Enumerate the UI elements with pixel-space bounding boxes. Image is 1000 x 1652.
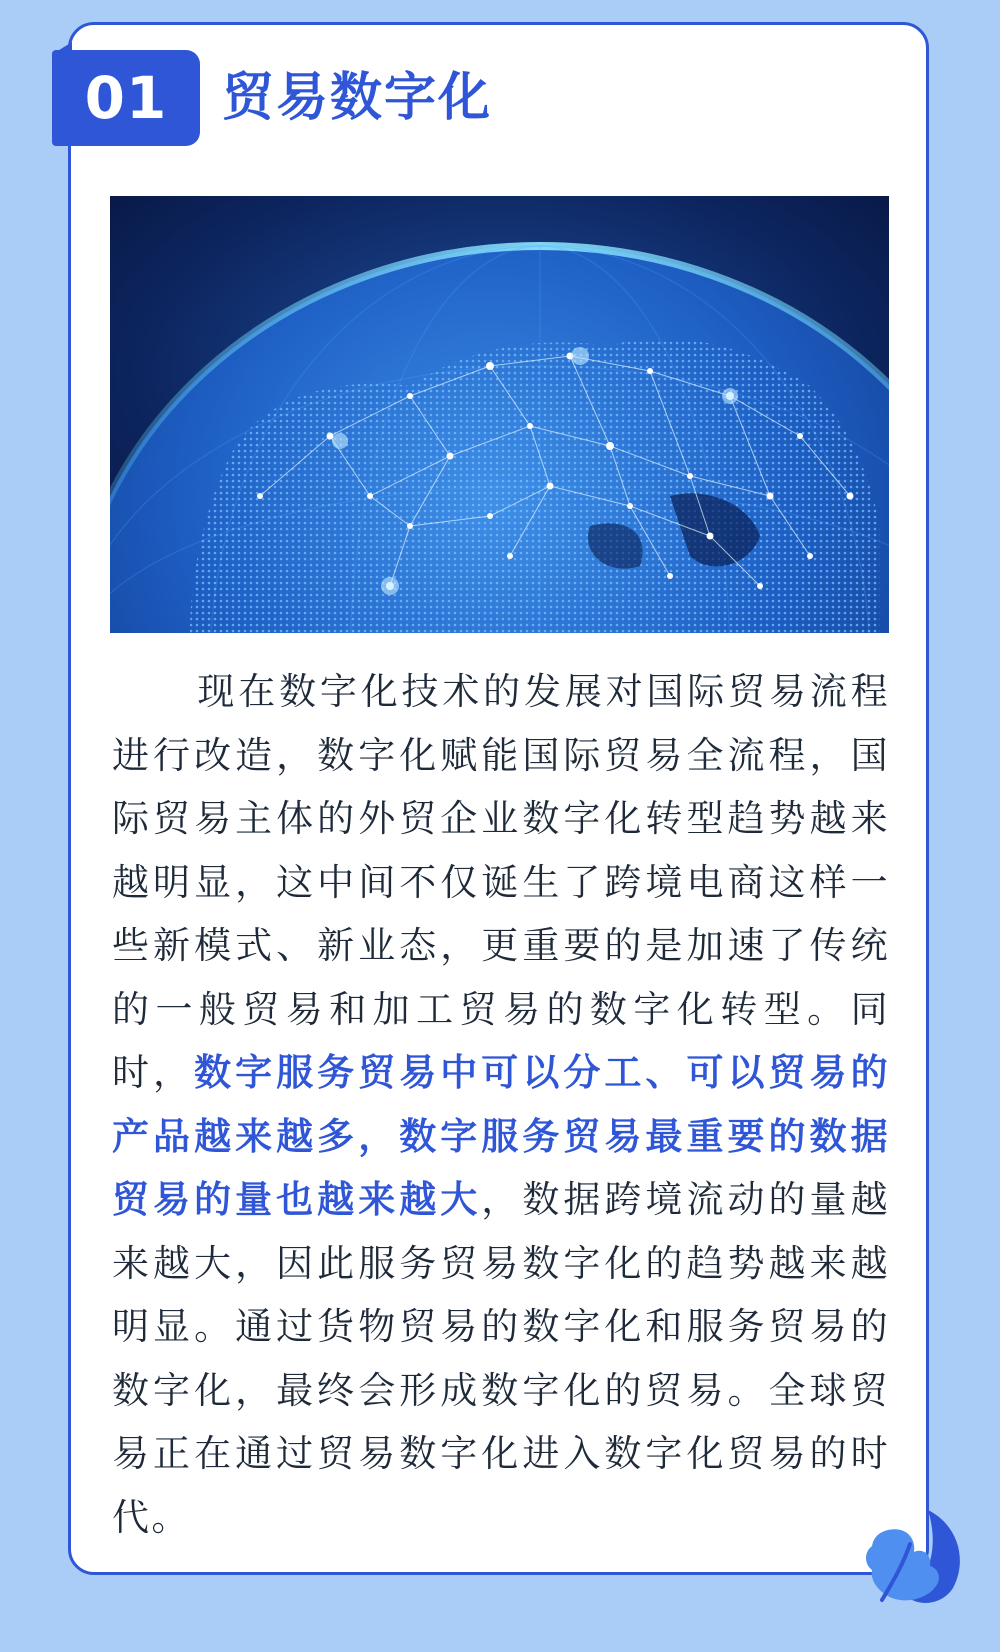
section-number: 01	[84, 64, 168, 132]
article-text-before: 现在数字化技术的发展对国际贸易流程进行改造，数字化赋能国际贸易全流程，国际贸易主体的外贸企业数字化转型趋势越来越明显，这中间不仅诞生了跨境电商这样一些新模式、新业态，更重要的是加速了传统的一般贸易和加工贸易的数字化转型。同时，	[112, 670, 890, 1094]
leaf-icon	[858, 1500, 970, 1610]
section-title: 贸易数字化	[222, 68, 493, 128]
section-number-badge	[52, 50, 200, 146]
article-body	[112, 660, 890, 1549]
article-highlight: 数字服务贸易中可以分工、可以贸易的产品越来越多，数字服务贸易最重要的数据贸易的量也越来越大	[112, 1051, 890, 1221]
digital-globe-image	[110, 196, 889, 633]
article-text-after: ，数据跨境流动的量越来越大，因此服务贸易数字化的趋势越来越明显。通过货物贸易的数字化和服务贸易的数字化，最终会形成数字化的贸易。全球贸易正在通过贸易数字化进入数字化贸易的时代。	[112, 1178, 890, 1539]
globe-network-icon	[110, 196, 889, 633]
